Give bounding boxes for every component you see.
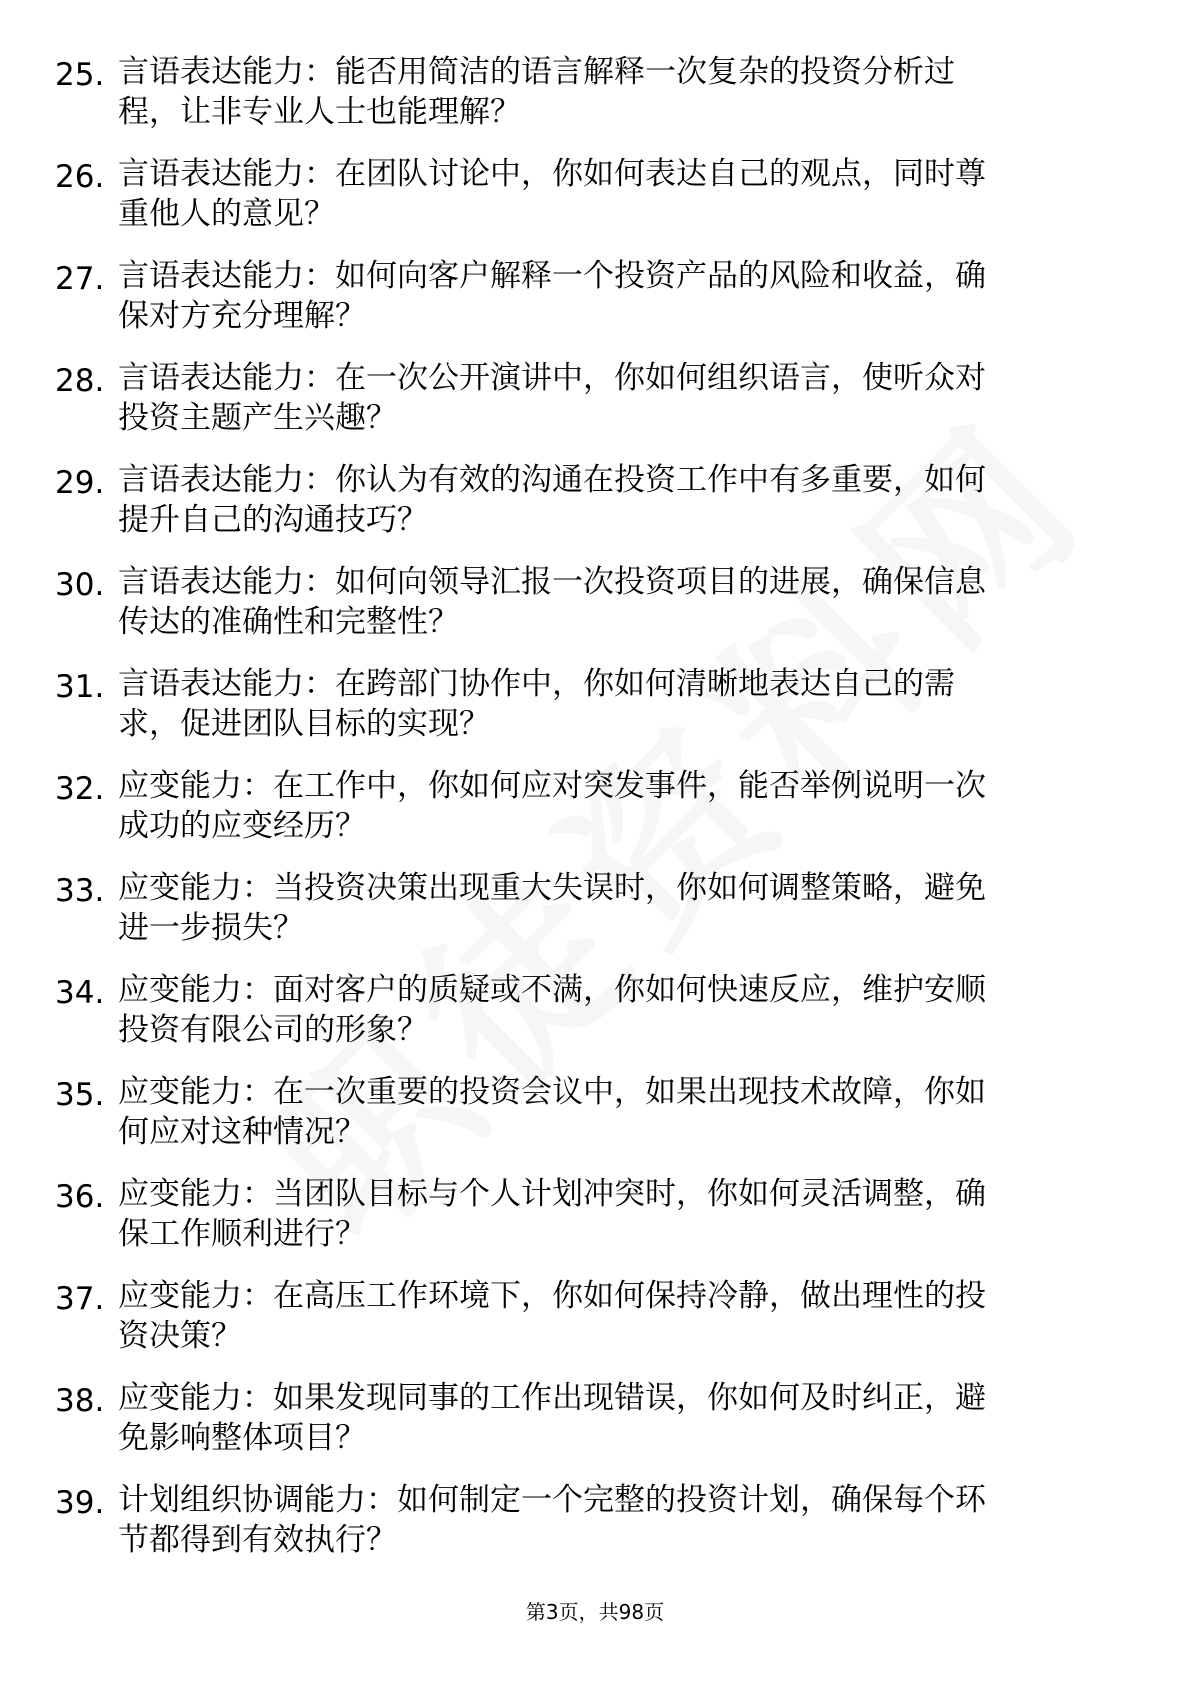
question-text: 言语表达能力：在一次公开演讲中，你如何组织语言，使听众对 投资主题产生兴趣？ (118, 360, 986, 436)
question-number: 31. (55, 669, 105, 705)
question-item (0, 1072, 1190, 1174)
question-item (0, 1378, 1190, 1480)
question-item (0, 1480, 1190, 1582)
question-number: 36. (55, 1179, 105, 1215)
page-footer: 第3页，共98页 (525, 1600, 665, 1624)
question-item (0, 358, 1190, 460)
question-list (0, 52, 1190, 1582)
question-number: 35. (55, 1077, 105, 1113)
question-number: 28. (55, 363, 105, 399)
question-item (0, 868, 1190, 970)
question-number: 30. (55, 567, 105, 603)
question-text: 言语表达能力：如何向领导汇报一次投资项目的进展，确保信息 传达的准确性和完整性？ (118, 564, 986, 640)
question-number: 38. (55, 1383, 105, 1419)
question-item (0, 766, 1190, 868)
question-text: 言语表达能力：在跨部门协作中，你如何清晰地表达自己的需 求，促进团队目标的实现？ (118, 666, 955, 742)
question-text: 应变能力：当团队目标与个人计划冲突时，你如何灵活调整，确 保工作顺利进行？ (118, 1176, 986, 1252)
question-text: 应变能力：在工作中，你如何应对突发事件，能否举例说明一次 成功的应变经历？ (118, 768, 986, 844)
question-text: 应变能力：如果发现同事的工作出现错误，你如何及时纠正，避 免影响整体项目？ (118, 1380, 986, 1456)
question-item (0, 256, 1190, 358)
question-number: 25. (55, 57, 105, 93)
question-item (0, 154, 1190, 256)
question-number: 26. (55, 159, 105, 195)
question-text: 言语表达能力：你认为有效的沟通在投资工作中有多重要，如何 提升自己的沟通技巧？ (118, 462, 986, 538)
question-number: 27. (55, 261, 105, 297)
question-item (0, 664, 1190, 766)
question-text: 言语表达能力：如何向客户解释一个投资产品的风险和收益，确 保对方充分理解？ (118, 258, 986, 334)
question-item (0, 460, 1190, 562)
question-text: 应变能力：在一次重要的投资会议中，如果出现技术故障，你如 何应对这种情况？ (118, 1074, 986, 1150)
question-item (0, 562, 1190, 664)
question-text: 应变能力：在高压工作环境下，你如何保持冷静，做出理性的投 资决策？ (118, 1278, 986, 1354)
question-number: 34. (55, 975, 105, 1011)
question-text: 言语表达能力：能否用简洁的语言解释一次复杂的投资分析过 程，让非专业人士也能理解？ (118, 54, 955, 130)
question-item (0, 1276, 1190, 1378)
question-number: 32. (55, 771, 105, 807)
question-number: 33. (55, 873, 105, 909)
question-number: 29. (55, 465, 105, 501)
question-item (0, 52, 1190, 154)
question-item (0, 1174, 1190, 1276)
question-text: 计划组织协调能力：如何制定一个完整的投资计划，确保每个环 节都得到有效执行？ (118, 1482, 986, 1558)
question-text: 应变能力：面对客户的质疑或不满，你如何快速反应，维护安顺 投资有限公司的形象？ (118, 972, 986, 1048)
question-number: 39. (55, 1485, 105, 1521)
question-item (0, 970, 1190, 1072)
question-text: 应变能力：当投资决策出现重大失误时，你如何调整策略，避免 进一步损失？ (118, 870, 986, 946)
question-text: 言语表达能力：在团队讨论中，你如何表达自己的观点，同时尊 重他人的意见？ (118, 156, 986, 232)
question-number: 37. (55, 1281, 105, 1317)
